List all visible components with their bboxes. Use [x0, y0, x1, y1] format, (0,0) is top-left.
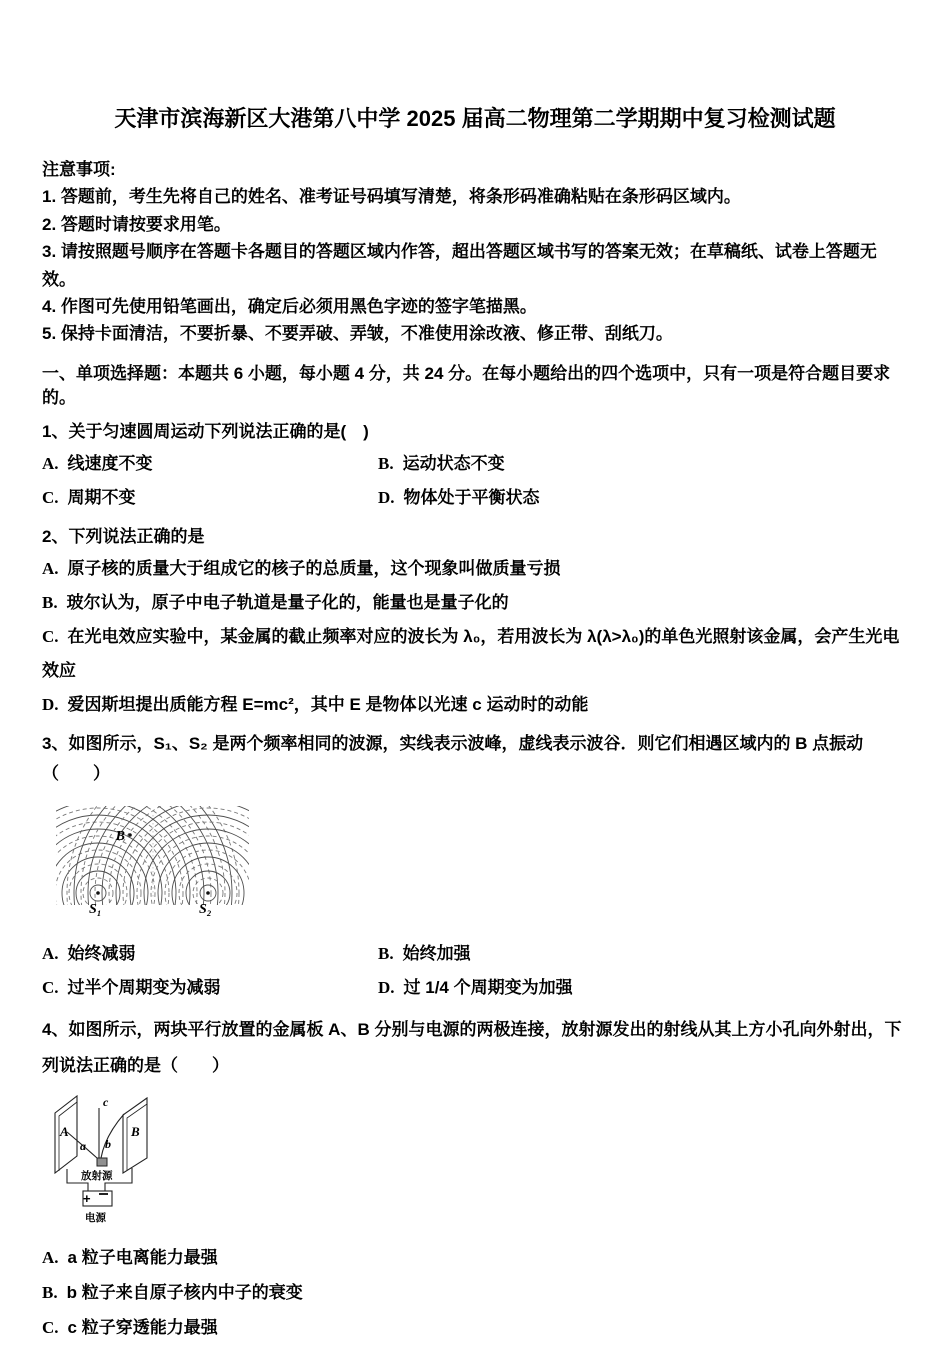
wave-trough-arc — [95, 803, 250, 925]
option-label: D. — [378, 487, 395, 507]
option-label: C. — [42, 1317, 59, 1337]
question-stem: 3、如图所示，S₁、S₂ 是两个频率相同的波源，实线表示波峰，虚线表示波谷．则它们相遇区域内的 B 点振动（ ） — [42, 733, 864, 783]
option-text: 始终减弱 — [67, 943, 136, 963]
option — [42, 447, 378, 481]
source1-dot — [96, 891, 100, 895]
option-label: A. — [42, 558, 59, 578]
option-text: 在光电效应实验中，某金属的截止频率对应的波长为 λ₀，若用波长为 λ(λ>λ₀)的单色光照射该金属，会产生光电效应 — [42, 626, 900, 680]
question-2 — [42, 522, 908, 722]
option-text: 线速度不变 — [67, 453, 153, 473]
radiation-source-label: 放射源 — [81, 1169, 113, 1182]
plate-b-label: B — [131, 1123, 140, 1139]
option — [378, 447, 908, 481]
option-text: 过 1/4 个周期变为加强 — [403, 977, 573, 997]
option-text: 过半个周期变为减弱 — [67, 977, 221, 997]
section-heading: 一、单项选择题：本题共 6 小题，每小题 4 分，共 24 分。在每小题给出的四个选项中，只有一项是符合题目要求的。 — [42, 363, 891, 407]
wave-crest-arc — [88, 803, 250, 925]
option-label: C. — [42, 626, 59, 646]
notice-item: 4. 作图可先使用铅笔画出，确定后必须用黑色字迹的签字笔描黑。 — [42, 297, 537, 317]
wave-point-b-label: B — [115, 828, 125, 844]
option-label: D. — [378, 977, 395, 997]
option — [42, 481, 378, 515]
question-stem: 1、关于匀速圆周运动下列说法正确的是( ) — [42, 421, 369, 441]
source2-dot — [206, 891, 210, 895]
question-stem: 4、如图所示，两块平行放置的金属板 A、B 分别与电源的两极连接，放射源发出的射线从其上方小孔向外射出，下列说法正确的是（ ） — [42, 1019, 902, 1075]
page-title: 天津市滨海新区大港第八中学 2025 届高二物理第二学期期中复习检测试题 — [114, 106, 836, 131]
option — [42, 971, 378, 1005]
question-3 — [42, 729, 908, 1005]
option-label: C. — [42, 977, 59, 997]
option-text: 玻尔认为，原子中电子轨道是量子化的，能量也是量子化的 — [66, 592, 509, 612]
option — [42, 1240, 908, 1275]
question-3-options — [42, 937, 908, 1005]
option-text: 运动状态不变 — [402, 453, 505, 473]
option-text: c 粒子穿透能力最强 — [67, 1317, 218, 1337]
option — [42, 937, 378, 971]
option — [378, 481, 908, 515]
point-b-dot — [128, 833, 132, 837]
option — [42, 688, 908, 722]
option — [42, 1275, 908, 1310]
notices — [42, 156, 908, 348]
wave-interference-figure — [55, 803, 250, 925]
option-label: A. — [42, 943, 59, 963]
question-4-options — [42, 1240, 908, 1345]
question-stem: 2、下列说法正确的是 — [42, 526, 205, 546]
option-text: 始终加强 — [402, 943, 471, 963]
option-label: A. — [42, 453, 59, 473]
wave-crest-arc — [55, 803, 218, 925]
wave-source2-label: S₂ — [199, 901, 212, 917]
notice-item: 2. 答题时请按要求用笔。 — [42, 214, 231, 234]
notices-heading: 注意事项: — [42, 160, 116, 179]
battery-plus: + — [83, 1190, 91, 1206]
option-label: B. — [42, 592, 58, 612]
option-label: A. — [42, 1247, 59, 1267]
question-1-options — [42, 447, 908, 515]
plates-circuit-figure — [47, 1088, 207, 1228]
wave-crest-arc — [55, 803, 190, 925]
option — [378, 971, 908, 1005]
notice-item: 1. 答题前，考生先将自己的姓名、准考证号码填写清楚，将条形码准确粘贴在条形码区域内。 — [42, 187, 741, 207]
option — [378, 937, 908, 971]
option — [42, 620, 908, 688]
option-label: B. — [378, 453, 394, 473]
ray-c-label: c — [103, 1094, 109, 1109]
option-label: D. — [42, 694, 59, 714]
radiation-source-box — [97, 1158, 107, 1166]
battery-label: 电源 — [85, 1211, 106, 1224]
option — [42, 552, 908, 586]
option-text: 爱因斯坦提出质能方程 E=mc²，其中 E 是物体以光速 c 运动时的动能 — [67, 694, 589, 714]
option-text: 周期不变 — [67, 487, 136, 507]
ray-b — [101, 1114, 124, 1158]
option-text: a 粒子电离能力最强 — [67, 1247, 218, 1267]
plate-a-label: A — [60, 1123, 69, 1139]
option-text: b 粒子来自原子核内中子的衰变 — [66, 1282, 303, 1302]
option — [42, 1310, 908, 1345]
option-label: C. — [42, 487, 59, 507]
notice-item: 5. 保持卡面清洁，不要折暴、不要弄破、弄皱，不准使用涂改液、修正带、刮纸刀。 — [42, 324, 673, 344]
ray-a-label: a — [80, 1138, 86, 1153]
question-4 — [42, 1012, 908, 1345]
option — [42, 586, 908, 620]
ray-b-label: b — [105, 1136, 111, 1151]
wave-trough-arc — [55, 803, 211, 925]
wave-source1-label: S₁ — [89, 901, 102, 917]
question-1 — [42, 417, 908, 515]
notice-item: 3. 请按照题号顺序在答题卡各题目的答题区域内作答，超出答题区域书写的答案无效；在草稿纸、试卷上答题无效。 — [42, 242, 877, 289]
option-text: 原子核的质量大于组成它的核子的总质量，这个现象叫做质量亏损 — [67, 558, 561, 578]
option-label: B. — [42, 1282, 58, 1302]
wave-trough-arc — [55, 836, 155, 925]
option-text: 物体处于平衡状态 — [403, 487, 540, 507]
option-label: B. — [378, 943, 394, 963]
